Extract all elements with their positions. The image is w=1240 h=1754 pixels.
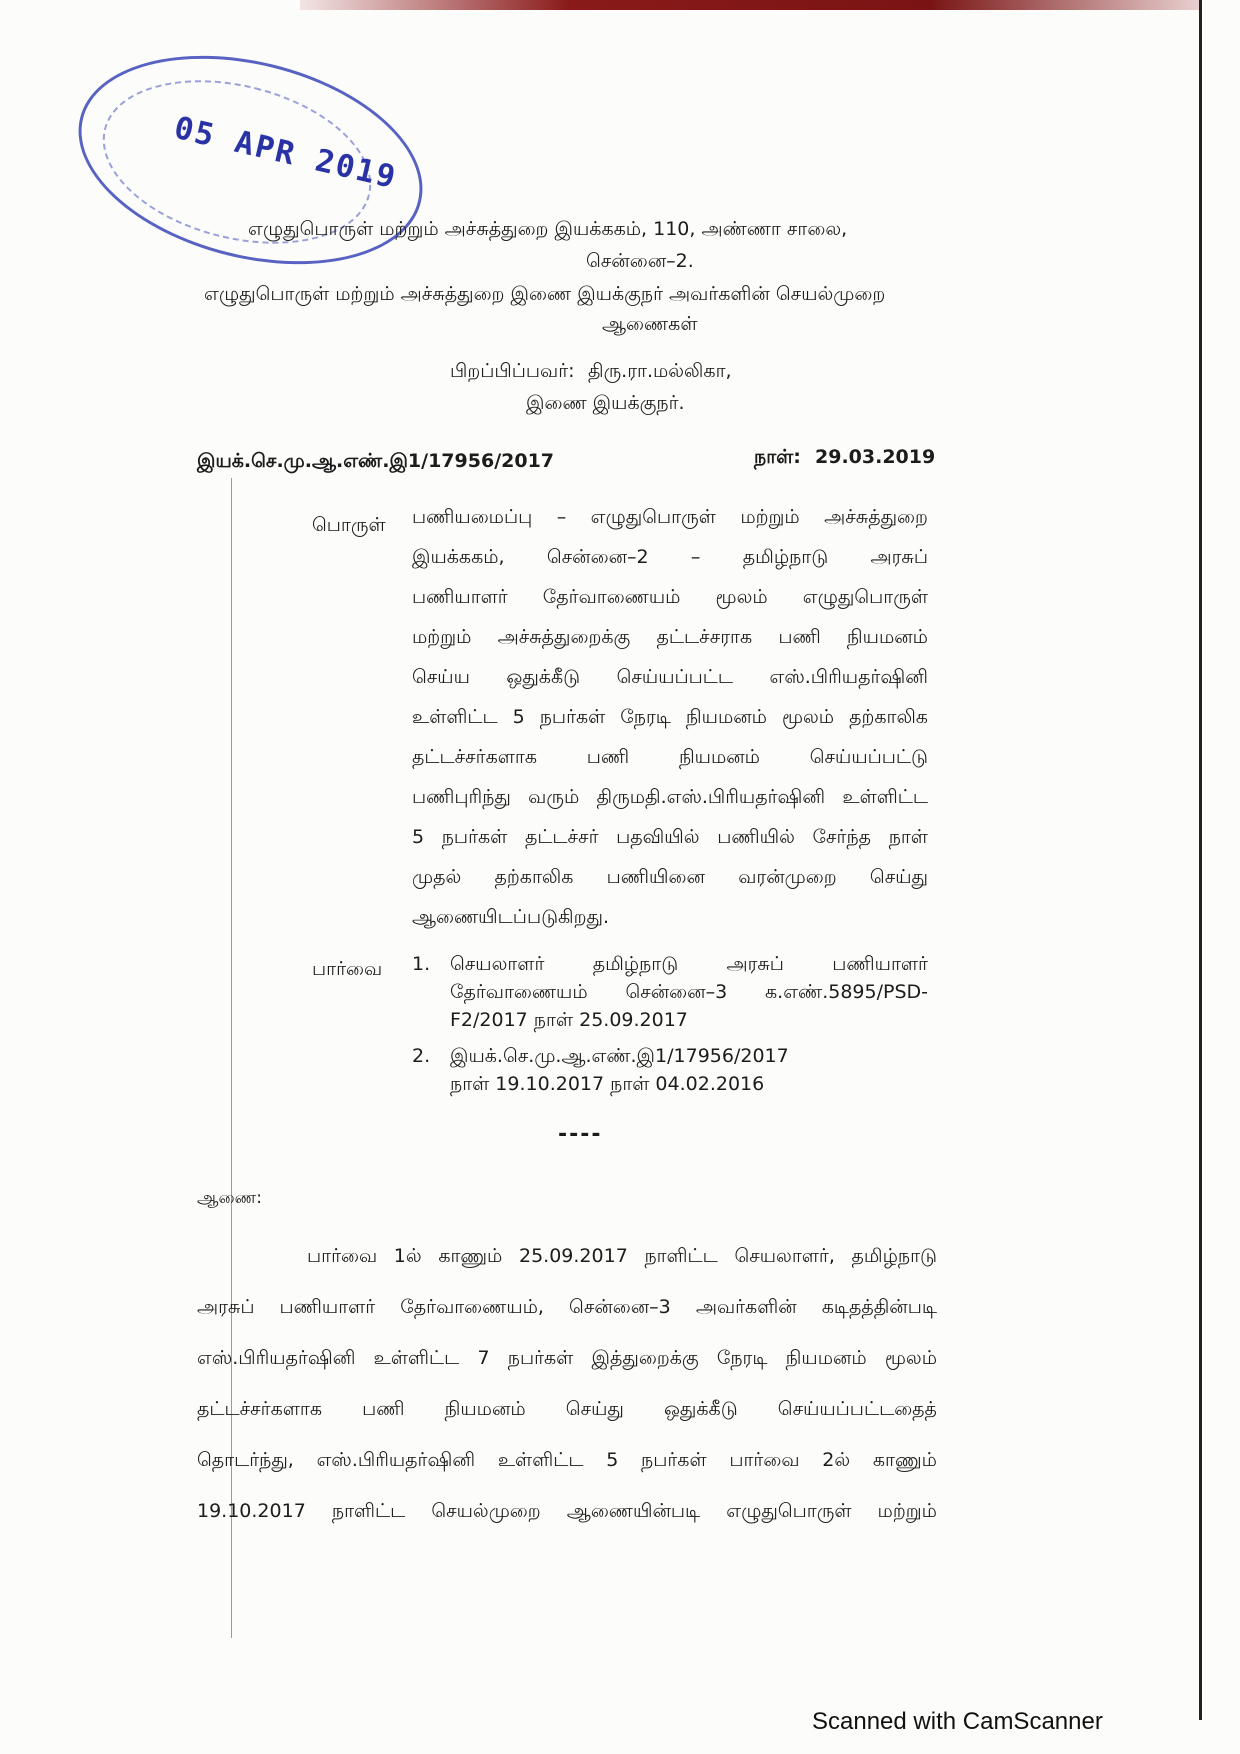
order-word: கடிதத்தின்படி (821, 1296, 937, 1318)
subject-word: வரன்முறை (738, 866, 837, 888)
order-word: நேரடி (716, 1347, 768, 1369)
issuer-name: திரு.ரா.மல்லிகா, (588, 360, 732, 382)
order-word: மற்றும் (877, 1500, 937, 1522)
subject-word: தற்காலிக (494, 866, 574, 888)
order-line (197, 1347, 937, 1398)
reference-item-line: நாள் 19.10.2017 நாள் 04.02.2016 (450, 1073, 765, 1095)
subject-word: பணி (778, 626, 821, 648)
order-line (197, 1296, 937, 1347)
order-word: அவர்களின் (695, 1296, 797, 1318)
subject-word: மற்றும் (412, 626, 472, 648)
subject-word: செய்ய (412, 666, 470, 688)
order-word: நாளிட்ட (331, 1500, 406, 1522)
subject-word: அச்சுத்துறைக்கு (497, 626, 631, 648)
subject-line (412, 626, 928, 666)
subject-word: பணி (586, 746, 630, 768)
order-word: 19.10.2017 (197, 1500, 306, 1522)
reference-item-number: 2. (412, 1045, 431, 1067)
subject-line (412, 746, 928, 786)
subject-word: ஆணையிடப்படுகிறது. (412, 906, 610, 928)
order-label: ஆணை: (197, 1188, 262, 1208)
reference-date-label: நாள்: (754, 446, 801, 468)
subject-word: செய்யப்பட்டு (809, 746, 928, 768)
order-line (197, 1398, 937, 1449)
subject-word: இயக்ககம், (412, 546, 505, 568)
order-line (197, 1245, 937, 1296)
reference-word: தமிழ்நாடு (592, 953, 679, 975)
order-word: செய்து (565, 1398, 624, 1420)
header-line-4: ஆணைகள் (602, 313, 698, 335)
order-word: தேர்வாணையம், (400, 1296, 544, 1318)
subject-word: தேர்வாணையம் (542, 586, 681, 608)
issuer-title: இணை இயக்குநர். (526, 392, 685, 414)
subject-word: பணிபுரிந்து (412, 786, 511, 808)
reference-item-number: 1. (412, 953, 431, 975)
subject-word: நியமனம் (678, 746, 760, 768)
subject-word: வரும் (528, 786, 580, 808)
order-word: காணும் (438, 1245, 503, 1267)
subject-line (412, 826, 928, 866)
references-list (412, 953, 928, 1101)
order-word: செயல்முறை (431, 1500, 541, 1522)
subject-line (412, 786, 928, 826)
subject-line (412, 546, 928, 586)
subject-word: உள்ளிட்ட (412, 706, 498, 728)
subject-word: பணியினை (606, 866, 705, 888)
order-word: நபர்கள் (507, 1347, 574, 1369)
page-right-edge (1199, 0, 1202, 1720)
section-separator: ---- (558, 1122, 603, 1147)
subject-word: பணியமைப்பு (412, 506, 533, 528)
subject-word: மூலம் (715, 586, 768, 608)
reference-item-line: F2/2017 நாள் 25.09.2017 (450, 1009, 688, 1031)
order-word: மூலம் (884, 1347, 937, 1369)
order-word: அரசுப் (197, 1296, 255, 1318)
order-word: தொடர்ந்து, (197, 1449, 294, 1471)
subject-word: பதவியில் (616, 826, 700, 848)
page-top-edge (300, 0, 1200, 10)
order-word: எழுதுபொருள் (726, 1500, 852, 1522)
order-word: செய்யப்பட்டதைத் (777, 1398, 937, 1420)
issuer-label: பிறப்பிப்பவர்: (450, 360, 575, 382)
order-word: காணும் (872, 1449, 937, 1471)
subject-word: அரசுப் (870, 546, 928, 568)
subject-line (412, 506, 928, 546)
subject-line (412, 906, 928, 946)
subject-word: சேர்ந்த (812, 826, 872, 848)
subject-line (412, 666, 928, 706)
order-word: நாளிட்ட (644, 1245, 718, 1267)
subject-word: 5 (412, 826, 425, 848)
order-word: பார்வை (729, 1449, 800, 1471)
subject-word: செய்து (869, 866, 928, 888)
subject-line (412, 706, 928, 746)
order-word: இத்துறைக்கு (591, 1347, 699, 1369)
order-word: உள்ளிட்ட (497, 1449, 584, 1471)
order-word: ஆணையின்படி (566, 1500, 701, 1522)
subject-word: உள்ளிட்ட (842, 786, 928, 808)
subject-word: 5 (512, 706, 525, 728)
subject-word: நியமனம் (685, 706, 767, 728)
reference-item-line: இயக்.செ.மு.ஆ.எண்.இ1/17956/2017 (450, 1045, 789, 1067)
scanner-watermark: Scanned with CamScanner (812, 1708, 1103, 1735)
order-line (197, 1500, 937, 1551)
subject-word: திருமதி.எஸ்.பிரியதர்ஷினி (596, 786, 826, 808)
subject-word: நாள் (888, 826, 928, 848)
order-body (197, 1245, 937, 1551)
subject-word: பணியாளர் (412, 586, 508, 608)
order-word: நியமனம் (785, 1347, 867, 1369)
references-label: பார்வை (312, 958, 383, 980)
subject-word: எழுதுபொருள் (802, 586, 928, 608)
subject-word: நேரடி (620, 706, 671, 728)
subject-line (412, 586, 928, 626)
subject-word: மற்றும் (740, 506, 800, 528)
reference-item-line (450, 981, 928, 1009)
reference-item-line (450, 953, 928, 981)
order-word: தமிழ்நாடு (851, 1245, 937, 1267)
order-word: தட்டச்சர்களாக (197, 1398, 322, 1420)
reference-word: சென்னை–3 (625, 981, 728, 1003)
order-line (197, 1449, 937, 1500)
reference-number: இயக்.செ.மு.ஆ.எண்.இ1/17956/2017 (197, 450, 555, 472)
order-word: சென்னை–3 (569, 1296, 671, 1318)
reference-item-1 (412, 953, 928, 1037)
subject-word: தட்டச்சராக (656, 626, 753, 648)
header-line-3: எழுதுபொருள் மற்றும் அச்சுத்துறை இணை இயக்குநர் அவர்களின் செயல்முறை (204, 283, 886, 305)
order-word: 25.09.2017 (519, 1245, 628, 1267)
subject-word: – (690, 546, 701, 568)
order-word: செயலாளர், (734, 1245, 835, 1267)
reference-word: பணியாளர் (832, 953, 928, 975)
order-word: நபர்கள் (641, 1449, 707, 1471)
stamp-date: 05 APR 2019 (170, 109, 401, 197)
subject-word: தமிழ்நாடு (742, 546, 829, 568)
subject-word: மூலம் (781, 706, 835, 728)
subject-word: தட்டச்சர் (524, 826, 599, 848)
subject-line (412, 866, 928, 906)
subject-word: தட்டச்சர்களாக (412, 746, 537, 768)
order-word: நியமனம் (444, 1398, 526, 1420)
subject-text (412, 506, 928, 946)
order-word: 5 (606, 1449, 619, 1471)
reference-item-2 (412, 1045, 928, 1101)
order-word: ஒதுக்கீடு (663, 1398, 738, 1420)
subject-word: சென்னை–2 (546, 546, 649, 568)
subject-label: பொருள் (312, 514, 386, 536)
order-word: உள்ளிட்ட (373, 1347, 460, 1369)
order-word: பணியாளர் (279, 1296, 376, 1318)
subject-word: நபர்கள் (539, 706, 606, 728)
subject-word: ஒதுக்கீடு (506, 666, 581, 688)
reference-word: க.எண்.5895/PSD- (765, 981, 928, 1003)
reference-word: தேர்வாணையம் (450, 981, 588, 1003)
subject-word: – (556, 506, 567, 528)
order-word: 7 (477, 1347, 490, 1369)
header-line-1: எழுதுபொருள் மற்றும் அச்சுத்துறை இயக்ககம், 110, அண்ணா சாலை, (248, 218, 848, 240)
order-word: 2ல் (822, 1449, 851, 1471)
subject-word: பணியில் (717, 826, 795, 848)
reference-date: 29.03.2019 (815, 446, 936, 468)
order-word: எஸ்.பிரியதர்ஷினி (197, 1347, 356, 1369)
subject-word: எஸ்.பிரியதர்ஷினி (769, 666, 928, 688)
subject-word: அச்சுத்துறை (824, 506, 928, 528)
subject-word: எழுதுபொருள் (590, 506, 716, 528)
subject-word: நபர்கள் (441, 826, 508, 848)
header-line-2: சென்னை–2. (586, 250, 694, 272)
reference-word: செயலாளர் (450, 953, 545, 975)
reference-word: அரசுப் (726, 953, 784, 975)
order-word: பார்வை (307, 1245, 378, 1267)
order-word: எஸ்.பிரியதர்ஷினி (316, 1449, 476, 1471)
subject-word: தற்காலிக (849, 706, 928, 728)
order-word: பணி (362, 1398, 405, 1420)
subject-word: செய்யப்பட்ட (616, 666, 734, 688)
subject-word: நியமனம் (846, 626, 928, 648)
subject-word: முதல் (412, 866, 462, 888)
order-word: 1ல் (393, 1245, 422, 1267)
